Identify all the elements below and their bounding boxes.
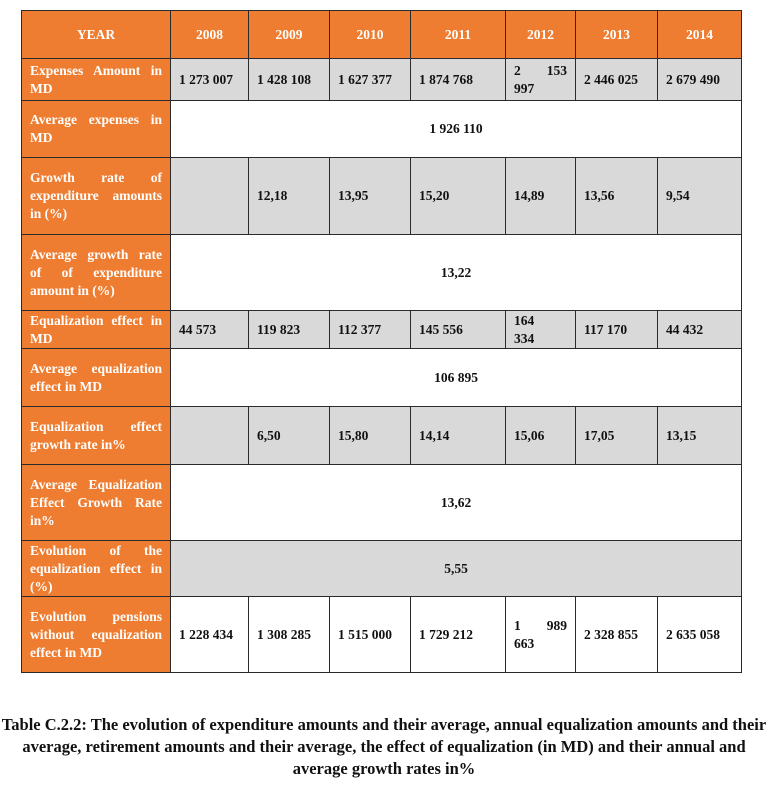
header-cell: 2009 — [249, 11, 330, 59]
header-cell: 2011 — [411, 11, 506, 59]
data-cell: 2 446 025 — [576, 59, 658, 101]
table-row — [22, 158, 742, 235]
data-cell: 1 874 768 — [411, 59, 506, 101]
data-table — [21, 10, 742, 673]
table-row — [22, 407, 742, 465]
row-label: Expenses Amount in MD — [22, 59, 171, 101]
data-cell — [171, 158, 249, 235]
header-cell: 2010 — [330, 11, 411, 59]
row-label: Equalization effect in MD — [22, 311, 171, 349]
data-cell: 1 308 285 — [249, 597, 330, 673]
table-row — [22, 101, 742, 158]
header-cell: YEAR — [22, 11, 171, 59]
data-cell: 13,56 — [576, 158, 658, 235]
table-caption: Table C.2.2: The evolution of expenditure amounts and their average, annual equalization amounts and their average, retirement amounts and their average, the effect of equalization (in MD) and their annual and average growth rates in% — [1, 715, 767, 778]
data-cell: 15,06 — [506, 407, 576, 465]
table-row — [22, 59, 742, 101]
row-label: Equalization effect growth rate in% — [22, 407, 171, 465]
table-row — [22, 465, 742, 541]
data-cell: 15,20 — [411, 158, 506, 235]
data-cell: 44 432 — [658, 311, 742, 349]
merged-cell: 5,55 — [171, 541, 742, 597]
merged-cell: 13,62 — [171, 465, 742, 541]
data-cell: 12,18 — [249, 158, 330, 235]
data-cell: 117 170 — [576, 311, 658, 349]
data-cell: 14,14 — [411, 407, 506, 465]
table-row — [22, 311, 742, 349]
data-cell: 44 573 — [171, 311, 249, 349]
row-label: Average growth rate of of expenditure amount in (%) — [22, 235, 171, 311]
data-cell: 1 273 007 — [171, 59, 249, 101]
data-cell: 1 989 663 — [506, 597, 576, 673]
row-label: Average expenses in MD — [22, 101, 171, 158]
data-cell: 1 228 434 — [171, 597, 249, 673]
data-cell: 9,54 — [658, 158, 742, 235]
header-cell: 2012 — [506, 11, 576, 59]
row-label: Average Equalization Effect Growth Rate in% — [22, 465, 171, 541]
data-cell: 2 153 997 — [506, 59, 576, 101]
data-cell: 17,05 — [576, 407, 658, 465]
table-row — [22, 597, 742, 673]
data-cell — [171, 407, 249, 465]
table-row — [22, 349, 742, 407]
data-cell: 112 377 — [330, 311, 411, 349]
data-cell: 1 627 377 — [330, 59, 411, 101]
table-row — [22, 235, 742, 311]
merged-cell: 1 926 110 — [171, 101, 742, 158]
data-cell: 13,15 — [658, 407, 742, 465]
header-row — [22, 11, 742, 59]
data-cell: 164 334 — [506, 311, 576, 349]
data-cell: 119 823 — [249, 311, 330, 349]
data-cell: 14,89 — [506, 158, 576, 235]
table-row — [22, 541, 742, 597]
data-cell: 2 679 490 — [658, 59, 742, 101]
row-label: Evolution pensions without equalization effect in MD — [22, 597, 171, 673]
data-cell: 1 428 108 — [249, 59, 330, 101]
row-label: Evolution of the equalization effect in (%) — [22, 541, 171, 597]
data-cell: 1 729 212 — [411, 597, 506, 673]
data-cell: 6,50 — [249, 407, 330, 465]
merged-cell: 13,22 — [171, 235, 742, 311]
merged-cell: 106 895 — [171, 349, 742, 407]
data-cell: 1 515 000 — [330, 597, 411, 673]
header-cell: 2008 — [171, 11, 249, 59]
header-cell: 2013 — [576, 11, 658, 59]
header-cell: 2014 — [658, 11, 742, 59]
data-cell: 13,95 — [330, 158, 411, 235]
data-cell: 145 556 — [411, 311, 506, 349]
data-cell: 15,80 — [330, 407, 411, 465]
row-label: Growth rate of expenditure amounts in (%) — [22, 158, 171, 235]
row-label: Average equalization effect in MD — [22, 349, 171, 407]
data-cell: 2 328 855 — [576, 597, 658, 673]
data-cell: 2 635 058 — [658, 597, 742, 673]
